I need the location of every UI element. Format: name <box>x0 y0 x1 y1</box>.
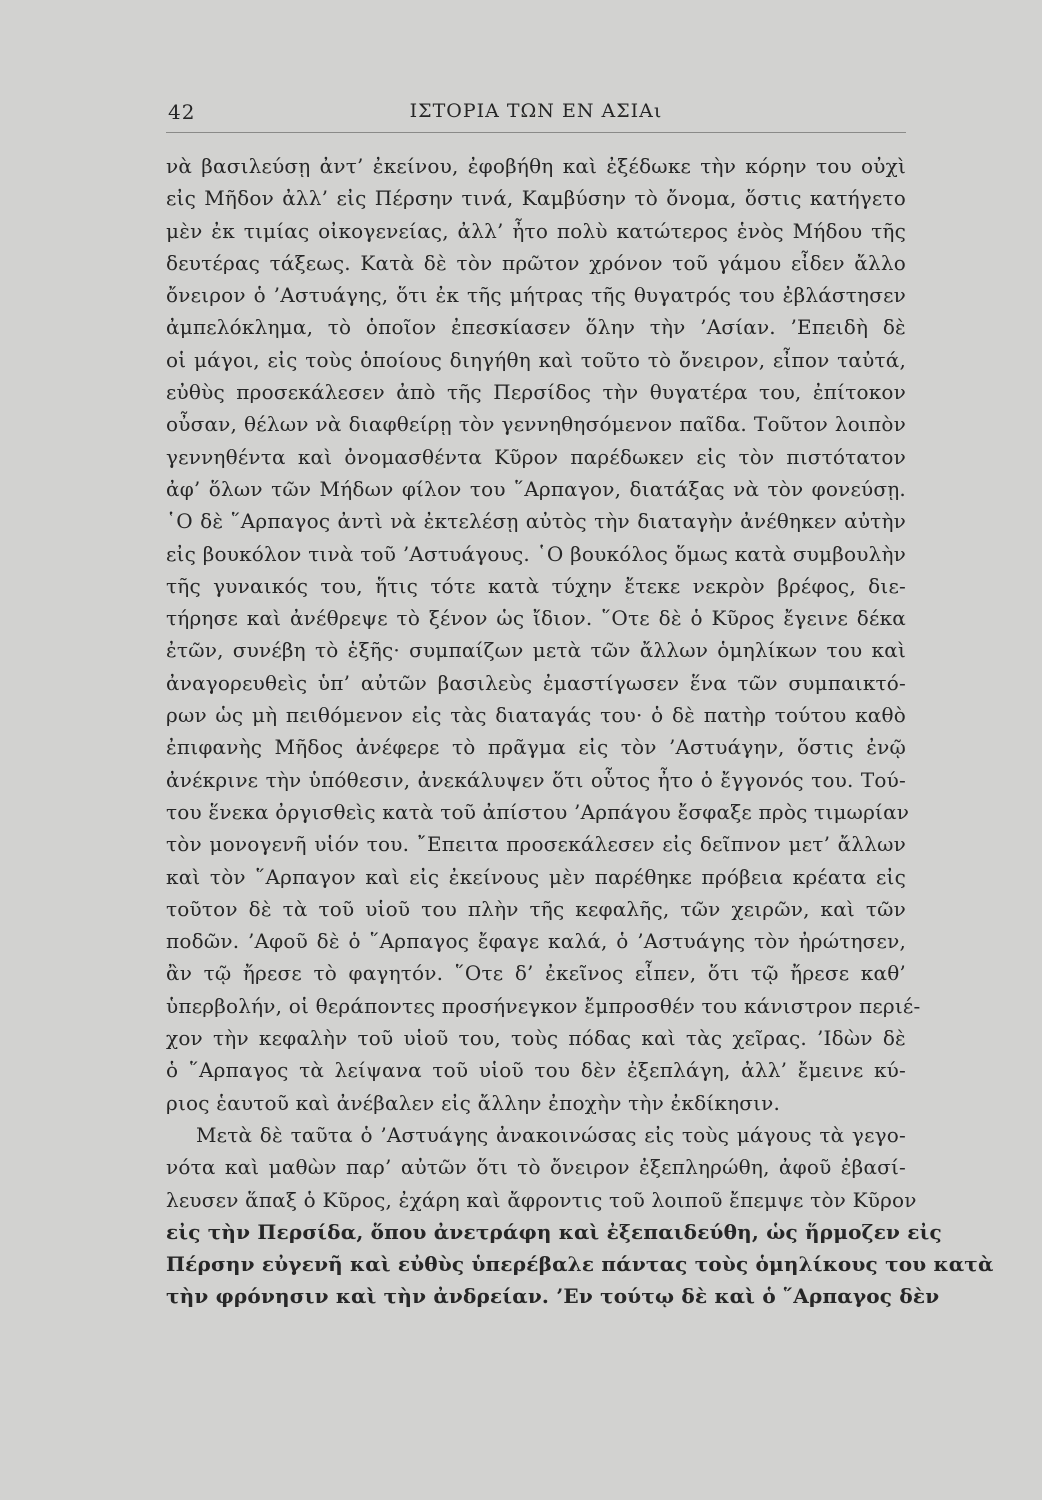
text-line: ρων ὡς μὴ πειθόμενον εἰς τὰς διαταγάς του· ὁ δὲ πατὴρ τούτου καθὸ <box>166 703 906 728</box>
text-line: ὁ ῞Αρπαγος τὰ λείψανα τοῦ υἱοῦ του δὲν ἐξεπλάγη, ἀλλ’ ἔμεινε κύ- <box>166 1058 906 1083</box>
text-line: ποδῶν. ’Αφοῦ δὲ ὁ ῞Αρπαγος ἔφαγε καλά, ὁ ’Αστυάγης τὸν ἠρώτησεν, <box>166 929 906 954</box>
text-line: εἰς Μῆδον ἀλλ’ εἰς Πέρσην τινά, Καμβύσην τὸ ὄνομα, ὅστις κατήγετο <box>166 186 906 211</box>
text-line: ἀφ’ ὅλων τῶν Μήδων φίλον του ῞Αρπαγον, διατάξας νὰ τὸν φονεύσῃ. <box>166 476 906 501</box>
text-line: μὲν ἐκ τιμίας οἰκογενείας, ἀλλ’ ἦτο πολὺ κατώτερος ἑνὸς Μήδου τῆς <box>166 218 906 243</box>
text-line: εὐθὺς προσεκάλεσεν ἀπὸ τῆς Περσίδος τὴν θυγατέρα του, ἐπίτοκον <box>166 380 906 405</box>
text-line: του ἕνεκα ὀργισθεὶς κατὰ τοῦ ἀπίστου ’Αρπάγου ἔσφαξε πρὸς τιμωρίαν <box>166 799 910 824</box>
text-line: ἀμπελόκλημα, τὸ ὁποῖον ἐπεσκίασεν ὅλην τὴν ’Ασίαν. ’Επειδὴ δὲ <box>166 315 906 340</box>
text-line: γεννηθέντα καὶ ὀνομασθέντα Κῦρον παρέδωκεν εἰς τὸν πιστότατον <box>166 444 906 469</box>
text-line: ἀναγορευθεὶς ὑπ’ αὐτῶν βασιλεὺς ἐμαστίγωσεν ἕνα τῶν συμπαικτό- <box>166 670 906 695</box>
body-text <box>166 150 994 1313</box>
text-line: τήρησε καὶ ἀνέθρεψε τὸ ξένον ὡς ἴδιον. ῞Οτε δὲ ὁ Κῦρος ἔγεινε δέκα <box>166 606 906 631</box>
text-line: τὴν φρόνησιν καὶ τὴν ἀνδρείαν. ’Εν τούτῳ δὲ καὶ ὁ ῞Αρπαγος δὲν <box>166 1284 940 1309</box>
text-line: εἰς βουκόλον τινὰ τοῦ ’Αστυάγους. ῾Ο βουκόλος ὅμως κατὰ συμβουλὴν <box>166 541 906 566</box>
text-line: Μετὰ δὲ ταῦτα ὁ ’Αστυάγης ἀνακοινώσας εἰς τοὺς μάγους τὰ γεγο- <box>196 1122 906 1147</box>
text-line: καὶ τὸν ῞Αρπαγον καὶ εἰς ἐκείνους μὲν παρέθηκε πρόβεια κρέατα εἰς <box>166 864 906 889</box>
text-line: ὑπερβολήν, οἱ θεράποντες προσήνεγκον ἔμπροσθέν του κάνιστρον περιέ- <box>166 993 921 1018</box>
text-line: νότα καὶ μαθὼν παρ’ αὐτῶν ὅτι τὸ ὄνειρον ἐξεπληρώθη, ἀφοῦ ἐβασί- <box>166 1155 906 1180</box>
text-line: οὖσαν, θέλων νὰ διαφθείρῃ τὸν γεννηθησόμενον παῖδα. Τοῦτον λοιπὸν <box>166 412 906 437</box>
text-line: τοῦτον δὲ τὰ τοῦ υἱοῦ του πλὴν τῆς κεφαλῆς, τῶν χειρῶν, καὶ τῶν <box>166 896 906 921</box>
page-number: 42 <box>168 100 196 124</box>
text-line: εἰς τὴν Περσίδα, ὅπου ἀνετράφη καὶ ἐξεπαιδεύθη, ὡς ἥρμοζεν εἰς <box>166 1219 942 1244</box>
text-line: οἱ μάγοι, εἰς τοὺς ὁποίους διηγήθη καὶ τοῦτο τὸ ὄνειρον, εἶπον ταὐτά, <box>166 347 906 372</box>
text-line: ὄνειρον ὁ ’Αστυάγης, ὅτι ἐκ τῆς μήτρας τῆς θυγατρός του ἐβλάστησεν <box>166 283 906 308</box>
text-line: Πέρσην εὐγενῆ καὶ εὐθὺς ὑπερέβαλε πάντας τοὺς ὁμηλίκους του κατὰ <box>166 1252 994 1277</box>
text-line: ἐτῶν, συνέβη τὸ ἑξῆς· συμπαίζων μετὰ τῶν ἄλλων ὁμηλίκων του καὶ <box>166 638 906 663</box>
text-line: ῾Ο δὲ ῞Αρπαγος ἀντὶ νὰ ἐκτελέσῃ αὐτὸς τὴν διαταγὴν ἀνέθηκεν αὐτὴν <box>166 509 906 534</box>
text-line: ἐπιφανὴς Μῆδος ἀνέφερε τὸ πρᾶγμα εἰς τὸν ’Αστυάγην, ὅστις ἐνῷ <box>166 735 906 760</box>
running-title: ΙΣΤΟΡΙΑ ΤΩΝ ΕΝ ΑΣΙΑι <box>409 100 663 122</box>
text-line: ριος ἑαυτοῦ καὶ ἀνέβαλεν εἰς ἄλλην ἐποχὴν τὴν ἐκδίκησιν. <box>166 1090 781 1115</box>
text-line: δευτέρας τάξεως. Κατὰ δὲ τὸν πρῶτον χρόνον τοῦ γάμου εἶδεν ἄλλο <box>166 250 906 275</box>
page-header <box>166 92 906 133</box>
text-line: χον τὴν κεφαλὴν τοῦ υἱοῦ του, τοὺς πόδας καὶ τὰς χεῖρας. ’Ιδὼν δὲ <box>166 1026 906 1051</box>
text-line: τὸν μονογενῆ υἱόν του. ῎Επειτα προσεκάλεσεν εἰς δεῖπνον μετ’ ἄλλων <box>166 832 906 857</box>
text-line: ἂν τῷ ἤρεσε τὸ φαγητόν. ῞Οτε δ’ ἐκεῖνος εἶπεν, ὅτι τῷ ἤρεσε καθ’ <box>166 961 906 986</box>
text-line: τῆς γυναικός του, ἥτις τότε κατὰ τύχην ἔτεκε νεκρὸν βρέφος, διε- <box>166 573 906 598</box>
text-line: ἀνέκρινε τὴν ὑπόθεσιν, ἀνεκάλυψεν ὅτι οὗτος ἦτο ὁ ἔγγονός του. Τού- <box>166 767 906 792</box>
text-line: λευσεν ἅπαξ ὁ Κῦρος, ἐχάρη καὶ ἄφροντις τοῦ λοιποῦ ἔπεμψε τὸν Κῦρον <box>166 1187 917 1212</box>
text-line: νὰ βασιλεύσῃ ἀντ’ ἐκείνου, ἐφοβήθη καὶ ἐξέδωκε τὴν κόρην του οὐχὶ <box>166 154 906 178</box>
